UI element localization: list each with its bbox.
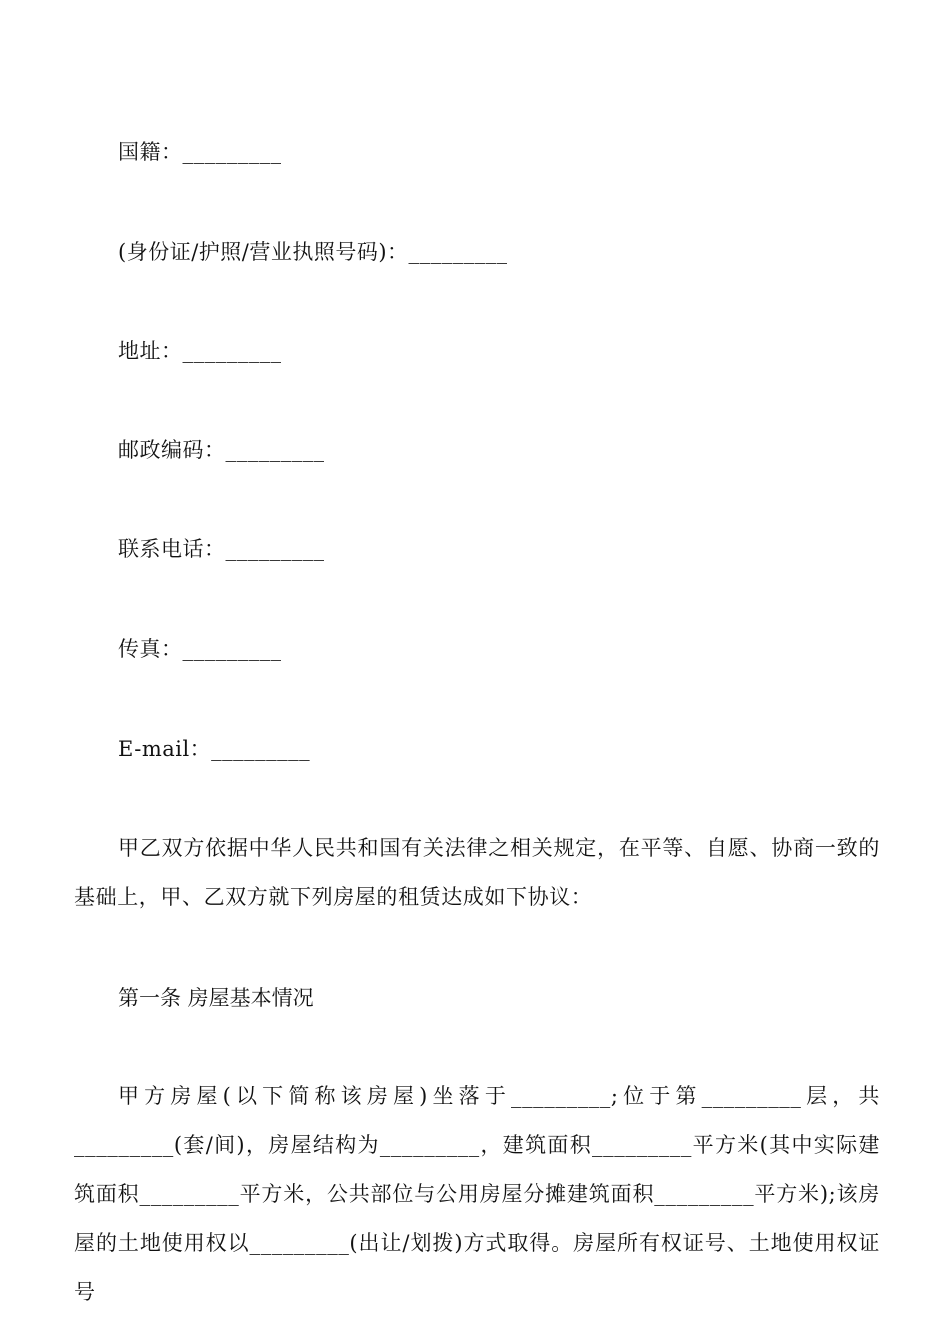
article-1-title: 第一条 房屋基本情况	[118, 986, 314, 1010]
nationality-field: 国籍：_________	[118, 140, 282, 164]
postal-code-field: 邮政编码：_________	[118, 438, 325, 462]
intro-paragraph: 甲乙双方依据中华人民共和国有关法律之相关规定，在平等、自愿、协商一致的基础上，甲、乙双方就下列房屋的租赁达成如下协议：	[74, 836, 880, 909]
article-1-body: 甲方房屋(以下简称该房屋)坐落于_________;位于第_________层，共_________(套/间)，房屋结构为_________，建筑面积_________平方米(其中实际建筑面积_________平方米，公共部位与公用房屋分摊建筑面积_________平方米);该房屋的土地使用权以_________(出让/划拨)方式取得。房屋所有权证号、土地使用权证号	[74, 1084, 880, 1304]
fax-field: 传真：_________	[118, 637, 282, 661]
id-number-field: (身份证/护照/营业执照号码)：_________	[118, 240, 508, 264]
phone-field: 联系电话：_________	[118, 537, 325, 561]
address-field: 地址：_________	[118, 339, 282, 363]
email-field: E-mail：_________	[118, 737, 311, 761]
